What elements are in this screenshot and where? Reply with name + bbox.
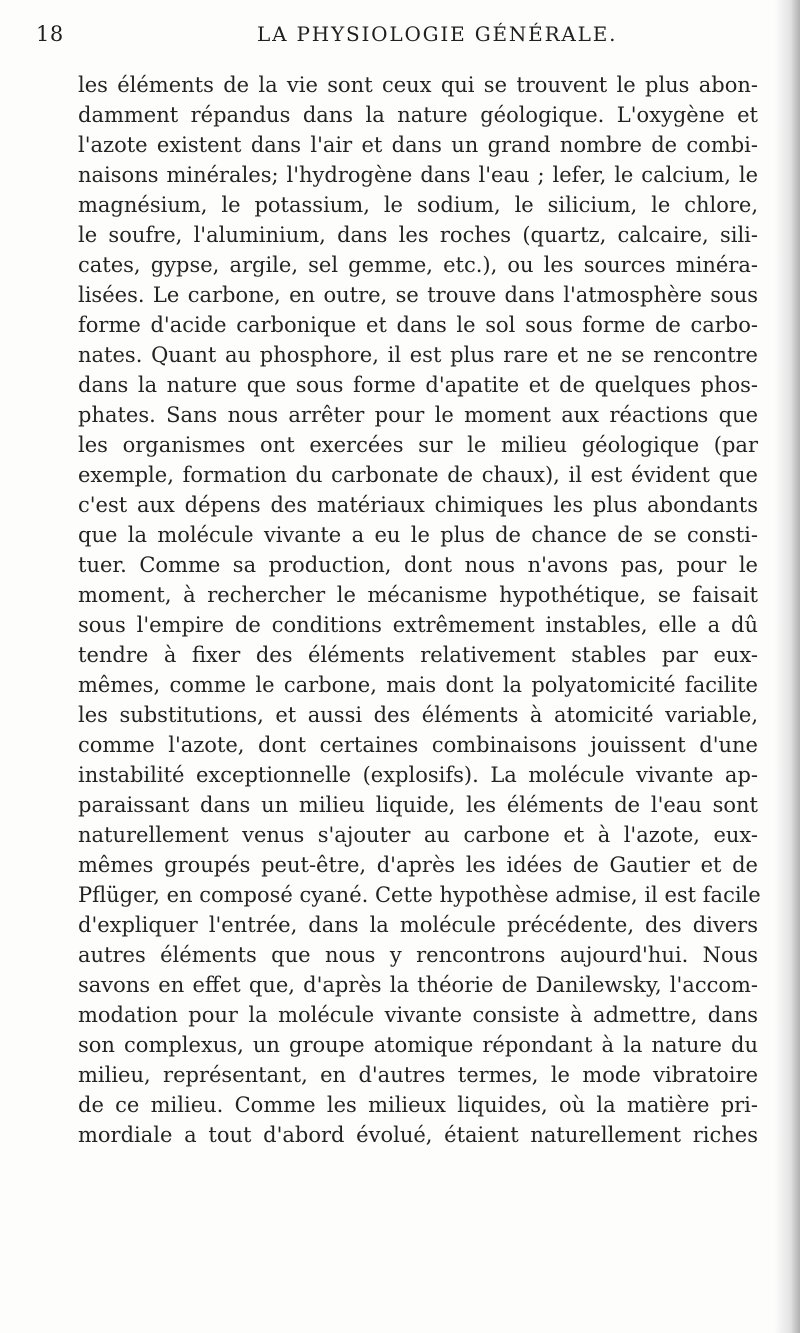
text-line: mêmes groupés peut-être, d'après les idées de Gautier et de <box>78 853 758 877</box>
text-line: c'est aux dépens des matériaux chimiques les plus abondants <box>78 493 758 517</box>
text-line: mordiale a tout d'abord évolué, étaient naturellement riches <box>78 1123 758 1147</box>
text-line: tendre à fixer des éléments relativement stables par eux- <box>78 643 758 667</box>
text-line: autres éléments que nous y rencontrons aujourd'hui. Nous <box>78 943 758 967</box>
text-line: d'expliquer l'entrée, dans la molécule précédente, des divers <box>78 913 758 937</box>
text-line: mêmes, comme le carbone, mais dont la polyatomicité facilite <box>78 673 758 697</box>
text-line: comme l'azote, dont certaines combinaisons jouissent d'une <box>78 733 758 757</box>
text-line: milieu, représentant, en d'autres termes, le mode vibratoire <box>78 1063 758 1087</box>
body-text <box>78 70 761 1150</box>
text-line: dans la nature que sous forme d'apatite et de quelques phos- <box>78 373 758 397</box>
text-line: les éléments de la vie sont ceux qui se trouvent le plus abon- <box>78 73 758 97</box>
text-line: nates. Quant au phosphore, il est plus rare et ne se rencontre <box>78 343 758 367</box>
text-line: forme d'acide carbonique et dans le sol sous forme de carbo- <box>78 313 758 337</box>
text-line: naisons minérales; l'hydrogène dans l'eau ; lefer, le calcium, le <box>78 163 758 187</box>
text-line: phates. Sans nous arrêter pour le moment aux réactions que <box>78 403 758 427</box>
text-line: son complexus, un groupe atomique répondant à la nature du <box>78 1033 758 1057</box>
text-line: naturellement venus s'ajouter au carbone et à l'azote, eux- <box>78 823 758 847</box>
page-number: 18 <box>36 22 64 46</box>
text-line: magnésium, le potassium, le sodium, le silicium, le chlore, <box>78 193 758 217</box>
text-line: l'azote existent dans l'air et dans un grand nombre de combi- <box>78 133 758 157</box>
text-line: damment répandus dans la nature géologique. L'oxygène et <box>78 103 758 127</box>
page-header <box>36 22 736 50</box>
text-line: paraissant dans un milieu liquide, les éléments de l'eau sont <box>78 793 758 817</box>
text-line: le soufre, l'aluminium, dans les roches (quartz, calcaire, sili- <box>78 223 758 247</box>
running-title: LA PHYSIOLOGIE GÉNÉRALE. <box>257 22 618 46</box>
text-line: les substitutions, et aussi des éléments à atomicité variable, <box>78 703 758 727</box>
text-line: moment, à rechercher le mécanisme hypothétique, se faisait <box>78 583 758 607</box>
text-line: exemple, formation du carbonate de chaux), il est évident que <box>78 463 758 487</box>
text-line: Pflüger, en composé cyané. Cette hypothèse admise, il est facile <box>78 883 761 907</box>
text-line: savons en effet que, d'après la théorie de Danilewsky, l'accom- <box>78 973 758 997</box>
text-line: de ce milieu. Comme les milieux liquides, où la matière pri- <box>78 1093 758 1117</box>
text-line: les organismes ont exercées sur le milieu géologique (par <box>78 433 758 457</box>
text-line: que la molécule vivante a eu le plus de chance de se consti- <box>78 523 758 547</box>
text-line: instabilité exceptionnelle (explosifs). La molécule vivante ap- <box>78 763 758 787</box>
page-edge <box>792 0 800 1333</box>
text-line: tuer. Comme sa production, dont nous n'avons pas, pour le <box>78 553 758 577</box>
text-line: sous l'empire de conditions extrêmement instables, elle a dû <box>78 613 758 637</box>
text-line: modation pour la molécule vivante consiste à admettre, dans <box>78 1003 758 1027</box>
text-line: lisées. Le carbone, en outre, se trouve dans l'atmosphère sous <box>78 283 758 307</box>
text-line: cates, gypse, argile, sel gemme, etc.), ou les sources minéra- <box>78 253 758 277</box>
